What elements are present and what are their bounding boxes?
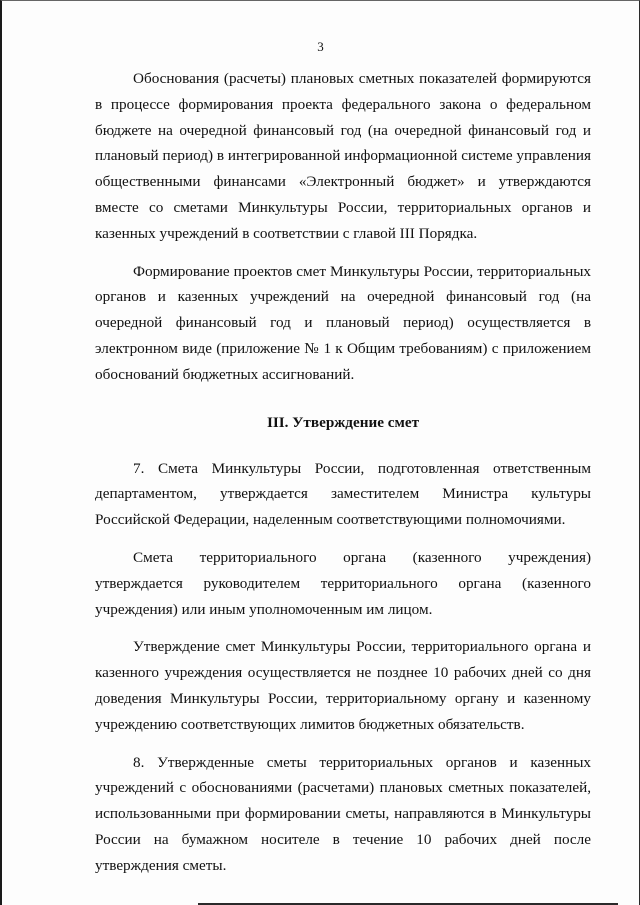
paragraph-gap bbox=[95, 533, 591, 545]
paragraph: Утверждение смет Минкультуры России, территориального органа и казенного учреждения осуществляется не позднее 10 рабочих дней со дня доведения Минкультуры России, территориальному органу и казенному учреждению соответствующих лимитов бюджетных обязательств. bbox=[95, 638, 591, 733]
paragraph: 8. Утвержденные сметы территориальных органов и казенных учреждений с обоснованиями (расчетами) плановых сметных показателей, использованными при формировании сметы, направляются в Минкультуры России на бумажном носителе в течение 10 рабочих дней после утверждения сметы. bbox=[95, 753, 591, 874]
paragraph-gap bbox=[95, 247, 591, 259]
paragraph: 7. Смета Минкультуры России, подготовленная ответственным департаментом, утверждается заместителем Министра культуры Российской Федерации, наделенным соответствующими полномочиями. bbox=[95, 459, 591, 529]
paragraph: Обоснования (расчеты) плановых сметных показателей формируются в процессе формирования проекта федерального закона о федеральном бюджете на очередной финансовый год (на очередной финансовый год и плановый период) в интегрированной информационной системе управления общественными финансами «Электронный бюджет» и утверждаются вместе со сметами Минкультуры России, территориальных органов и казенных учреждений в соответствии с главой III Порядка. bbox=[95, 70, 591, 242]
paragraph: Формирование проектов смет Минкультуры России, территориальных органов и казенных учреждений на очередной финансовый год (на очередной финансовый год и плановый период) осуществляется в электронном виде (приложение № 1 к Общим требованиям) с приложением обоснований бюджетных ассигнований. bbox=[95, 262, 591, 383]
paragraph-gap bbox=[95, 738, 591, 750]
paragraph: Смета территориального органа (казенного учреждения) утверждается руководителем территориального органа (казенного учреждения) или иным уполномоченным им лицом. bbox=[95, 548, 591, 618]
section-heading: III. Утверждение смет bbox=[266, 413, 420, 431]
paragraph-gap bbox=[95, 622, 591, 634]
page-number: 3 bbox=[317, 39, 324, 54]
document-body bbox=[95, 66, 591, 879]
